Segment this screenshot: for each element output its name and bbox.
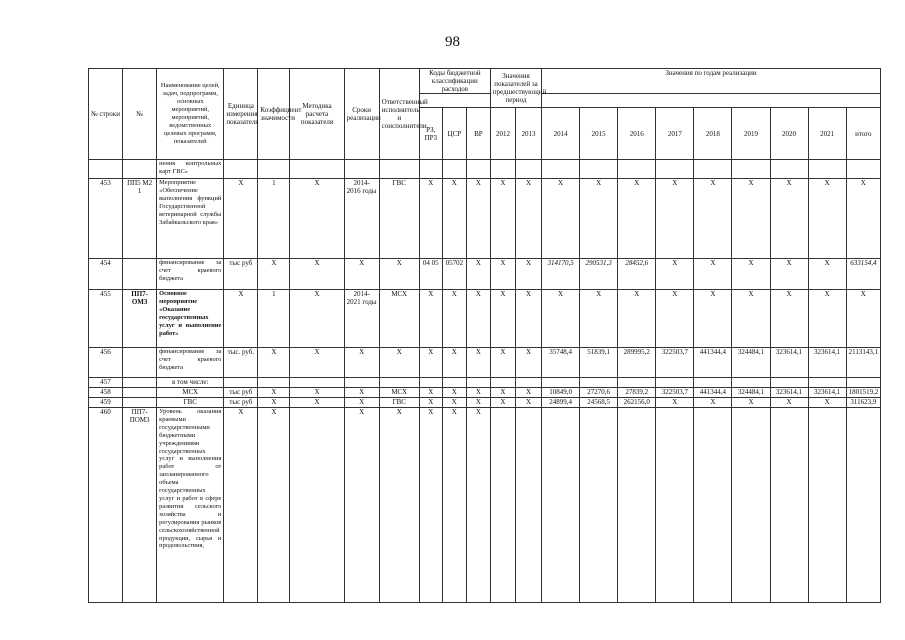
row-2021: 323614,1 xyxy=(808,348,846,378)
continuation-name: нения контрольных карт ГВС» xyxy=(157,160,224,179)
header-2020: 2020 xyxy=(770,108,808,160)
header-2014: 2014 xyxy=(542,108,580,160)
row-unit: тыс руб xyxy=(224,259,258,290)
table-row xyxy=(89,290,881,348)
row-vr: Х xyxy=(466,179,490,259)
row-csr: Х xyxy=(442,408,466,603)
row-2015: Х xyxy=(580,290,618,348)
page-number: 98 xyxy=(445,34,460,50)
row-csr: Х xyxy=(442,398,466,408)
row-csr: Х xyxy=(442,348,466,378)
row-vr: Х xyxy=(466,388,490,398)
header-2013: 2013 xyxy=(515,108,541,160)
row-name: Мероприятие «Обеспечение выполнения функций Государственной ветеринарной службы Забайкальского края» xyxy=(157,179,224,259)
header-by-years: Значения по годам реализации xyxy=(542,69,881,94)
header-2016: 2016 xyxy=(618,108,656,160)
row-2015: 51839,1 xyxy=(580,348,618,378)
row-total: 2113143,1 xyxy=(846,348,880,378)
row-2019: Х xyxy=(732,179,770,259)
row-executor: ГВС xyxy=(379,398,419,408)
header-csr: ЦСР xyxy=(442,108,466,160)
row-2018: 441344,4 xyxy=(694,388,732,398)
row-2013: Х xyxy=(515,179,541,259)
table-row xyxy=(89,259,881,290)
header-vr: ВР xyxy=(466,108,490,160)
row-2019: 324484,1 xyxy=(732,348,770,378)
row-executor: Х xyxy=(379,408,419,603)
row-2016: 28452,6 xyxy=(618,259,656,290)
row-code: ПП7-ОМ3 xyxy=(123,290,157,348)
row-2020: Х xyxy=(770,290,808,348)
row-total: 1801519,2 xyxy=(846,388,880,398)
row-2014: 10849,0 xyxy=(542,388,580,398)
row-vr: Х xyxy=(466,398,490,408)
row-2015: 27270,6 xyxy=(580,388,618,398)
header-2012: 2012 xyxy=(490,108,515,160)
row-2013: Х xyxy=(515,388,541,398)
row-coef: Х xyxy=(258,408,290,603)
row-2018: Х xyxy=(694,259,732,290)
table-row xyxy=(89,408,881,603)
header-method: Методика расчета показателя xyxy=(290,69,344,160)
row-2014: 35748,4 xyxy=(542,348,580,378)
row-2020: Х xyxy=(770,179,808,259)
row-2013: Х xyxy=(515,259,541,290)
row-2016: Х xyxy=(618,179,656,259)
row-unit: тыс руб xyxy=(224,398,258,408)
row-rz: Х xyxy=(419,408,442,603)
row-2021: Х xyxy=(808,259,846,290)
row-rz: Х xyxy=(419,179,442,259)
header-row-1 xyxy=(89,69,881,94)
row-2012: Х xyxy=(490,179,515,259)
row-2015: Х xyxy=(580,179,618,259)
header-2018: 2018 xyxy=(694,108,732,160)
row-2018: Х xyxy=(694,398,732,408)
row-csr: Х xyxy=(442,179,466,259)
row-code xyxy=(123,398,157,408)
row-rz: Х xyxy=(419,290,442,348)
row-2017: 322503,7 xyxy=(656,388,694,398)
row-rz: Х xyxy=(419,348,442,378)
row-2020: 323614,1 xyxy=(770,388,808,398)
row-total: Х xyxy=(846,290,880,348)
row-2019: Х xyxy=(732,398,770,408)
row-coef: Х xyxy=(258,259,290,290)
row-unit: Х xyxy=(224,290,258,348)
row-2018: Х xyxy=(694,290,732,348)
row-2017: Х xyxy=(656,179,694,259)
row-2017: 322503,7 xyxy=(656,348,694,378)
row-2017: Х xyxy=(656,290,694,348)
row-executor: ГВС xyxy=(379,179,419,259)
row-number: 453 xyxy=(89,179,123,259)
row-2021: Х xyxy=(808,179,846,259)
header-rz: РЗ, ПР3 xyxy=(419,108,442,160)
row-terms: Х xyxy=(344,388,379,398)
row-total: Х xyxy=(846,179,880,259)
row-2012: Х xyxy=(490,388,515,398)
row-vr: Х xyxy=(466,408,490,603)
row-2020: 323614,1 xyxy=(770,348,808,378)
row-method: Х xyxy=(290,179,344,259)
row-2014: Х xyxy=(542,179,580,259)
header-code: № xyxy=(123,69,157,160)
table-row xyxy=(89,348,881,378)
row-2019: Х xyxy=(732,259,770,290)
row-name: в том числе: xyxy=(157,378,224,388)
row-terms: Х xyxy=(344,398,379,408)
row-vr: Х xyxy=(466,348,490,378)
row-2012: Х xyxy=(490,348,515,378)
row-csr: Х xyxy=(442,290,466,348)
table-row xyxy=(89,378,881,388)
row-coef: Х xyxy=(258,398,290,408)
row-method: Х xyxy=(290,348,344,378)
header-total: итого xyxy=(846,108,880,160)
row-2012: Х xyxy=(490,398,515,408)
row-number: 455 xyxy=(89,290,123,348)
row-number: 459 xyxy=(89,398,123,408)
row-unit: Х xyxy=(224,408,258,603)
row-terms: 2014-2016 годы xyxy=(344,179,379,259)
row-terms: 2014-2021 годы xyxy=(344,290,379,348)
row-method: Х xyxy=(290,388,344,398)
header-2015: 2015 xyxy=(580,108,618,160)
row-rz: 04 05 xyxy=(419,259,442,290)
row-2016: 262156,0 xyxy=(618,398,656,408)
row-2012: Х xyxy=(490,290,515,348)
row-name: Основное мероприятие «Оказание государственных услуг и выполнение работ» xyxy=(157,290,224,348)
row-2021: Х xyxy=(808,398,846,408)
row-2019: Х xyxy=(732,290,770,348)
row-2012: Х xyxy=(490,259,515,290)
header-coef: Коэффициент значимости xyxy=(258,69,290,160)
row-coef: 1 xyxy=(258,290,290,348)
row-code xyxy=(123,388,157,398)
table-row xyxy=(89,398,881,408)
header-row-no: № строки xyxy=(89,69,123,160)
row-code: ПП7-ПОМ3 xyxy=(123,408,157,603)
row-terms: Х xyxy=(344,348,379,378)
program-indicators-table xyxy=(88,68,881,603)
row-2014: Х xyxy=(542,290,580,348)
header-2021: 2021 xyxy=(808,108,846,160)
row-code xyxy=(123,348,157,378)
row-method xyxy=(290,408,344,603)
row-2017: Х xyxy=(656,398,694,408)
row-executor: МСХ xyxy=(379,388,419,398)
row-coef: Х xyxy=(258,388,290,398)
row-csr: Х xyxy=(442,388,466,398)
row-terms: Х xyxy=(344,408,379,603)
row-rz: Х xyxy=(419,398,442,408)
row-unit: тыс руб xyxy=(224,388,258,398)
table-row xyxy=(89,179,881,259)
row-number: 456 xyxy=(89,348,123,378)
row-executor: Х xyxy=(379,348,419,378)
row-2014: 24899,4 xyxy=(542,398,580,408)
row-2020: Х xyxy=(770,398,808,408)
header-2017: 2017 xyxy=(656,108,694,160)
row-method: Х xyxy=(290,290,344,348)
row-2018: Х xyxy=(694,179,732,259)
row-number: 458 xyxy=(89,388,123,398)
row-total: 311623,9 xyxy=(846,398,880,408)
row-2015: 24568,5 xyxy=(580,398,618,408)
row-vr: Х xyxy=(466,290,490,348)
table-row xyxy=(89,388,881,398)
table-row-continuation xyxy=(89,160,881,179)
row-vr: Х xyxy=(466,259,490,290)
row-rz: Х xyxy=(419,388,442,398)
row-number: 457 xyxy=(89,378,123,388)
row-unit: тыс. руб. xyxy=(224,348,258,378)
row-2014: 314170,5 xyxy=(542,259,580,290)
row-2021: Х xyxy=(808,290,846,348)
row-2020: Х xyxy=(770,259,808,290)
row-total: 633154,4 xyxy=(846,259,880,290)
header-2019: 2019 xyxy=(732,108,770,160)
header-name: Наименование целей, задач, подпрограмм, основных мероприятий, мероприятий, ведомственных целевых программ, показателей xyxy=(157,69,224,160)
row-name: финансирование за счет краевого бюджета xyxy=(157,348,224,378)
header-executor: Ответственный исполнитель и соисполнители xyxy=(379,69,419,160)
row-terms: Х xyxy=(344,259,379,290)
row-csr: 05702 xyxy=(442,259,466,290)
row-executor: МСХ xyxy=(379,290,419,348)
row-number: 454 xyxy=(89,259,123,290)
row-unit: Х xyxy=(224,179,258,259)
row-2013: Х xyxy=(515,348,541,378)
header-unit: Единица измерения показателя xyxy=(224,69,258,160)
row-2016: 289995,2 xyxy=(618,348,656,378)
row-name: МСХ xyxy=(157,388,224,398)
row-2015: 290531,3 xyxy=(580,259,618,290)
row-2018: 441344,4 xyxy=(694,348,732,378)
row-2021: 323614,1 xyxy=(808,388,846,398)
row-code xyxy=(123,259,157,290)
row-2016: Х xyxy=(618,290,656,348)
row-2019: 324484,1 xyxy=(732,388,770,398)
row-2016: 27839,2 xyxy=(618,388,656,398)
row-2013: Х xyxy=(515,290,541,348)
row-method: Х xyxy=(290,398,344,408)
row-executor: Х xyxy=(379,259,419,290)
row-name: ГВС xyxy=(157,398,224,408)
row-coef: 1 xyxy=(258,179,290,259)
row-code: ПП5 М2 1 xyxy=(123,179,157,259)
row-number: 460 xyxy=(89,408,123,603)
row-2017: Х xyxy=(656,259,694,290)
row-2013: Х xyxy=(515,398,541,408)
row-name: финансирование за счет краевого бюджета xyxy=(157,259,224,290)
row-method: Х xyxy=(290,259,344,290)
header-preceding: Значения показателей за предшествующий период xyxy=(490,69,541,108)
header-terms: Сроки реализации xyxy=(344,69,379,160)
row-name: Уровень оказания краевыми государственными бюджетными учреждениями государственных услуг и выполнения работ от запланированного объема государственных услуг и работ в сфере развития сельского хозяйства и регулирования рынков сельскохозяйственной продукции, сырья и продовольствия, xyxy=(157,408,224,603)
header-budget-codes: Коды бюджетной классификации расходов xyxy=(419,69,490,94)
row-coef: Х xyxy=(258,348,290,378)
